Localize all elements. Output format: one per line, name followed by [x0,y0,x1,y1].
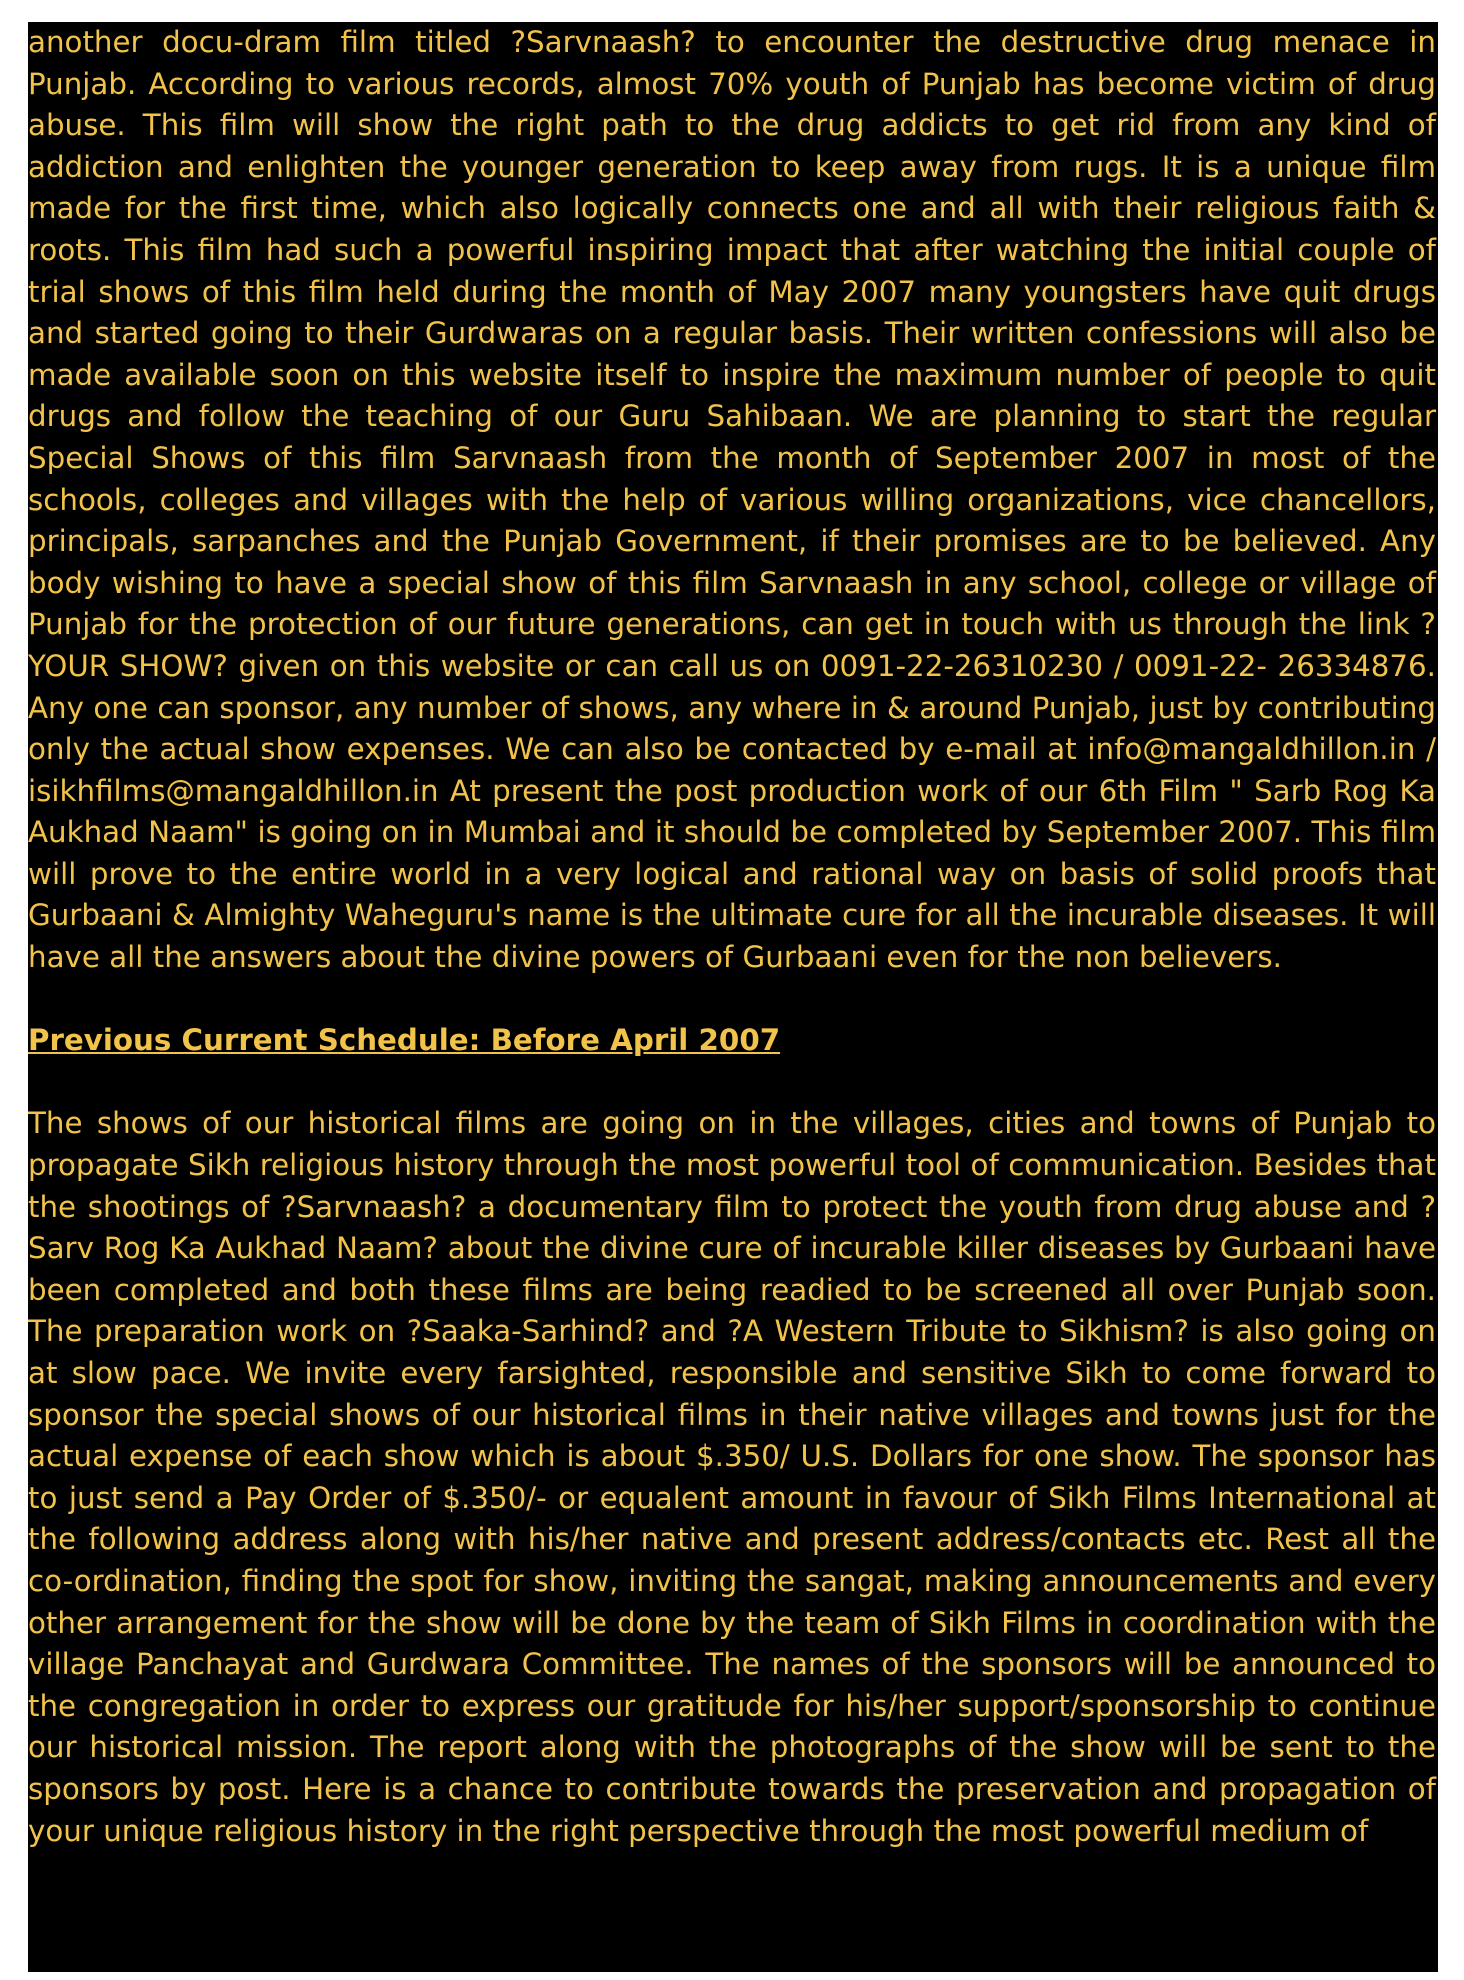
paragraph-schedule: The shows of our historical films are going on in the villages, cities and towns of Punjab to propagate Sikh religious history through the most powerful tool of communication. Besides that the shootings of ?Sarvnaash? a documentary film to protect the youth from drug abuse and ?Sarv Rog Ka Aukhad Naam? about the divine cure of incurable killer diseases by Gurbaani have been completed and both these films are being readied to be screened all over Punjab soon. The preparation work on ?Saaka-Sarhind? and ?A Western Tribute to Sikhism? is also going on at slow pace. We invite every farsighted, responsible and sensitive Sikh to come forward to sponsor the special shows of our historical films in their native villages and towns just for the actual expense of each show which is about $.350/ U.S. Dollars for one show. The sponsor has to just send a Pay Order of $.350/- or equalent amount in favour of Sikh Films International at the following address along with his/her native and present address/contacts etc. Rest all the co-ordination, finding the spot for show, inviting the sangat, making announcements and every other arrangement for the show will be done by the team of Sikh Films in coordination with the village Panchayat and Gurdwara Committee. The names of the sponsors will be announced to the congregation in order to express our gratitude for his/her support/sponsorship to continue our historical mission. The report along with the photographs of the show will be sent to the sponsors by post. Here is a chance to contribute towards the preservation and propagation of your unique religious history in the right perspective through the most powerful medium of [28,1106,1436,1848]
paragraph-spacer [28,1062,1436,1104]
content-panel [28,22,1438,1972]
section-heading: Previous Current Schedule: Before April 2007 [28,1023,781,1058]
article-body [28,22,1436,1852]
paragraph-spacer [28,979,1436,1021]
paragraph-sarvnaash: another docu-dram film titled ?Sarvnaash? to encounter the destructive drug menace in Punjab. According to various records, almost 70% youth of Punjab has become victim of drug abuse. This film will show the right path to the drug addicts to get rid from any kind of addiction and enlighten the younger generation to keep away from rugs. It is a unique film made for the first time, which also logically connects one and all with their religious faith & roots. This film had such a powerful inspiring impact that after watching the initial couple of trial shows of this film held during the month of May 2007 many youngsters have quit drugs and started going to their Gurdwaras on a regular basis. Their written confessions will also be made available soon on this website itself to inspire the maximum number of people to quit drugs and follow the teaching of our Guru Sahibaan. We are planning to start the regular Special Shows of this film Sarvnaash from the month of September 2007 in most of the schools, colleges and villages with the help of various willing organizations, vice chancellors, principals, sarpanches and the Punjab Government, if their promises are to be believed. Any body wishing to have a special show of this film Sarvnaash in any school, college or village of Punjab for the protection of our future generations, can get in touch with us through the link ?YOUR SHOW? given on this website or can call us on 0091-22-26310230 / 0091-22- 26334876. Any one can sponsor, any number of shows, any where in & around Punjab, just by contributing only the actual show expenses. We can also be contacted by e-mail at info@mangaldhillon.in / isikhfilms@mangaldhillon.in At present the post production work of our 6th Film " Sarb Rog Ka Aukhad Naam" is going on in Mumbai and it should be completed by September 2007. This film will prove to the entire world in a very logical and rational way on basis of solid proofs that Gurbaani & Almighty Waheguru's name is the ultimate cure for all the incurable diseases. It will have all the answers about the divine powers of Gurbaani even for the non believers. [28,25,1436,975]
